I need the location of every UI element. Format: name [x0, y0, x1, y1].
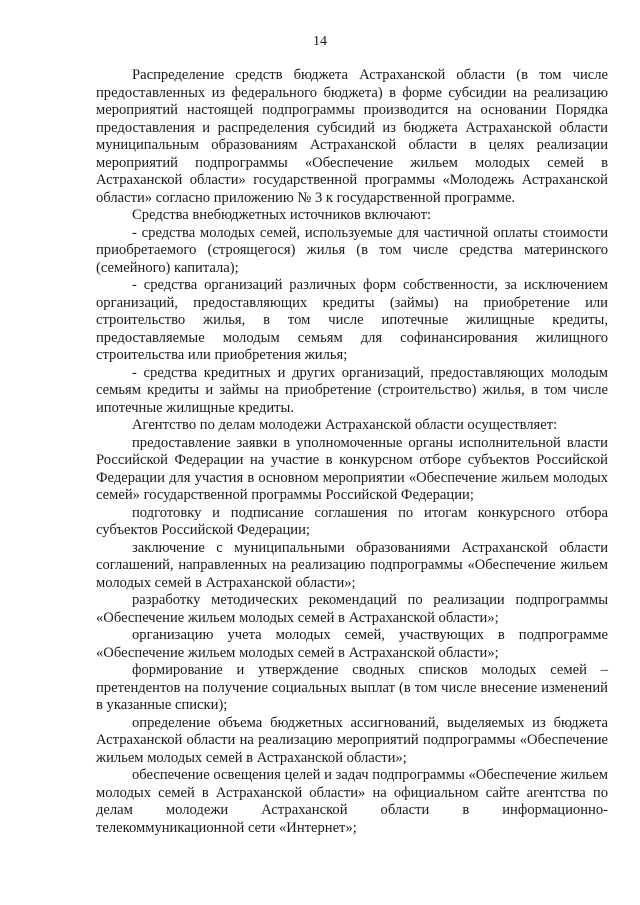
list-item-website-coverage: обеспечение освещения целей и задач подпрограммы «Обеспечение жильем молодых семей в Астраханской области» на официальном сайте агентства по делам молодежи Астраханской области в информационно-телекоммуникационной сети «Интернет»;: [96, 767, 608, 836]
list-item-organization-funds: - средства организаций различных форм собственности, за исключением организаций, предоставляющих кредиты (займы) на приобретение или строительство жилья, в том числе ипотечные жилищные кредиты, предоставляемые молодым семьям для софинансирования жилищного строительства или приобретения жилья;: [96, 277, 608, 363]
list-item-credit-funds: - средства кредитных и других организаций, предоставляющих молодым семьям кредиты и займы на приобретение (строительство) жилья, в том числе ипотечные жилищные кредиты.: [96, 364, 608, 416]
document-body: [96, 67, 608, 837]
list-item-methodical-recommendations: разработку методических рекомендаций по реализации подпрограммы «Обеспечение жильем молодых семей в Астраханской области»;: [96, 592, 608, 626]
paragraph-extrabudgetary-intro: Средства внебюджетных источников включают:: [132, 207, 432, 223]
list-item-family-registration: организацию учета молодых семей, участвующих в подпрограмме «Обеспечение жильем молодых семей в Астраханской области»;: [96, 627, 608, 661]
list-item-municipal-agreements: заключение с муниципальными образованиями Астраханской области соглашений, направленных на реализацию подпрограммы «Обеспечение жильем молодых семей в Астраханской области»;: [96, 539, 608, 591]
list-item-candidate-lists: формирование и утверждение сводных списков молодых семей – претендентов на получение социальных выплат (в том числе внесение изменений в указанные списки);: [96, 662, 608, 713]
list-item-agreement: подготовку и подписание соглашения по итогам конкурсного отбора субъектов Российской Федерации;: [96, 504, 608, 538]
list-item-application: предоставление заявки в уполномоченные органы исполнительной власти Российской Федерации на участие в конкурсном отборе субъектов Российской Федерации для участия в основном мероприятии «Обеспечение жильем молодых семей» государственной программы Российской Федерации;: [96, 434, 608, 503]
paragraph-agency-intro: Агентство по делам молодежи Астраханской области осуществляет:: [132, 417, 558, 433]
list-item-family-funds: - средства молодых семей, используемые для частичной оплаты стоимости приобретаемого (строящегося) жилья (в том числе средства материнского (семейного) капитала);: [96, 224, 608, 276]
page-number: 14: [313, 34, 327, 49]
paragraph-budget-distribution: Распределение средств бюджета Астраханской области (в том числе предоставленных из федерального бюджета) в форме субсидии на реализацию мероприятий настоящей подпрограммы производится на основании Порядка предоставления и распределения субсидий из бюджета Астраханской области муниципальным образованиям Астраханской области в целях реализации мероприятий подпрограммы «Обеспечение жильем молодых семей в Астраханской области» государственной программы «Молодежь Астраханской области» согласно приложению № 3 к государственной программе.: [96, 67, 608, 206]
list-item-budget-allocation: определение объема бюджетных ассигнований, выделяемых из бюджета Астраханской области на реализацию мероприятий подпрограммы «Обеспечение жильем молодых семей в Астраханской области»;: [96, 714, 608, 766]
